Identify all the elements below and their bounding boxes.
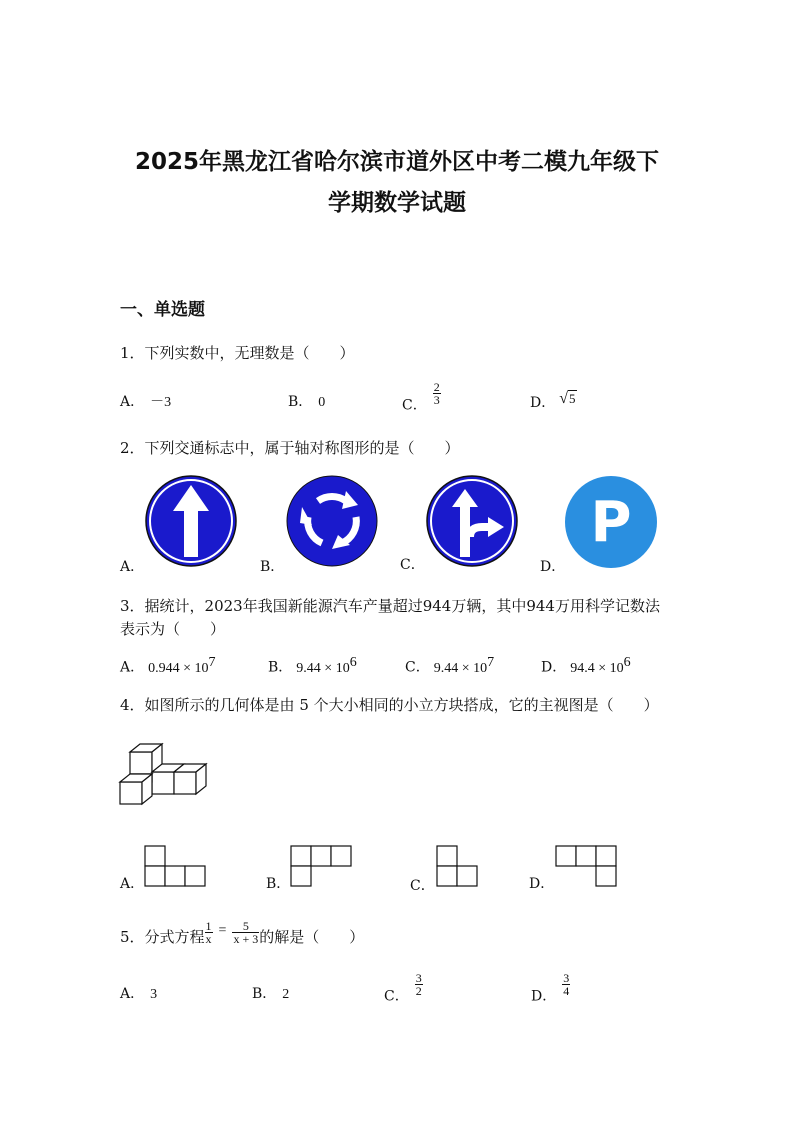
option-label: B．: [288, 394, 313, 410]
q1-option-c: [402, 381, 441, 415]
q4-option-c-label: C．: [410, 878, 435, 894]
option-coefficient: 9.44 × 10: [296, 660, 350, 676]
q5-option-d: [531, 972, 570, 1006]
straight-or-right-sign-icon: [424, 475, 520, 567]
option-label: A．: [120, 659, 145, 676]
q2-option-c-label: C．: [400, 557, 425, 573]
eq-left-fraction: [205, 920, 213, 945]
sqrt-expression: [559, 390, 576, 408]
fraction-denominator: x: [205, 932, 212, 946]
q3-option-a: [120, 655, 216, 677]
fraction-numerator: 2: [433, 380, 440, 394]
option-coefficient: 0.944 × 10: [148, 660, 209, 676]
q3-option-b: [268, 655, 357, 677]
option-coefficient: 9.44 × 10: [433, 660, 488, 676]
question-2-stem: 2．下列交通标志中，属于轴对称图形的是（ ）: [120, 439, 460, 457]
fraction-denominator: 3: [433, 393, 440, 407]
q5-option-b: [252, 983, 289, 1003]
q4-option-a-grid: [144, 845, 206, 887]
fraction-numerator: 3: [415, 971, 422, 985]
document-title-line2: 学期数学试题: [328, 190, 466, 216]
option-value: －3: [150, 395, 172, 410]
fraction: [415, 972, 423, 997]
option-label: B．: [252, 986, 277, 1002]
fraction: [562, 972, 570, 997]
q4-option-d-grid: [555, 845, 617, 887]
option-exponent: 6: [349, 655, 357, 670]
q4-option-b-label: B．: [266, 876, 291, 892]
fraction: [433, 381, 441, 406]
parking-sign-icon: [564, 475, 658, 569]
option-exponent: 7: [487, 655, 495, 670]
section-heading: 一、单选题: [120, 300, 205, 320]
stem-suffix: 的解是（ ）: [259, 928, 365, 946]
fraction-numerator: 1: [205, 919, 212, 933]
q4-option-d-label: D．: [529, 876, 555, 892]
q2-option-a-label: A．: [120, 559, 145, 575]
option-label: A．: [120, 394, 145, 410]
fraction-denominator: x + 3: [233, 932, 259, 946]
eq-sign: =: [218, 923, 227, 938]
option-label: C．: [402, 397, 427, 414]
option-value: 0: [318, 395, 326, 410]
q3-option-d: [541, 655, 631, 677]
fraction-denominator: 4: [563, 984, 570, 998]
option-label: D．: [530, 395, 556, 411]
fraction-numerator: 5: [232, 920, 259, 933]
option-value: 2: [282, 987, 290, 1002]
q5-option-a: [120, 983, 157, 1003]
q5-option-c: [384, 972, 423, 1006]
option-value: 3: [150, 987, 158, 1002]
option-label: A．: [120, 986, 145, 1002]
radical-sign: √: [559, 390, 569, 407]
option-exponent: 7: [208, 655, 216, 670]
option-label: D．: [531, 988, 557, 1005]
q2-option-d-label: D．: [540, 559, 566, 575]
q3-option-c: [405, 655, 494, 677]
q1-option-a: [120, 391, 171, 411]
question-3-stem-line1: 3．据统计，2023年我国新能源汽车产量超过944万辆，其中944万用科学记数法: [120, 597, 660, 615]
cube-stack-figure: [118, 742, 214, 808]
question-3-stem-line2: 表示为（ ）: [120, 620, 226, 638]
document-title-line1: 2025年黑龙江省哈尔滨市道外区中考二模九年级下: [134, 149, 659, 175]
roundabout-sign-icon: [284, 475, 380, 567]
q4-option-a-label: A．: [120, 876, 145, 892]
q2-option-b-label: B．: [260, 559, 285, 575]
q1-option-d: [530, 390, 577, 412]
straight-arrow-sign-icon: [143, 475, 239, 567]
stem-prefix: 5．分式方程: [120, 928, 205, 946]
parking-sign-letter: P: [590, 490, 632, 555]
fraction-numerator: 3: [563, 971, 570, 985]
option-label: D．: [541, 659, 567, 676]
fraction-denominator: 2: [415, 984, 422, 998]
eq-right-fraction: [232, 920, 259, 945]
option-label: C．: [384, 988, 409, 1005]
option-coefficient: 94.4 × 10: [570, 660, 624, 676]
q1-option-b: [288, 391, 325, 411]
q4-option-b-grid: [290, 845, 352, 887]
question-5-stem: [120, 920, 364, 947]
radicand: 5: [569, 391, 576, 406]
option-label: B．: [268, 659, 293, 676]
question-4-stem: 4．如图所示的几何体是由 5 个大小相同的小立方块搭成，它的主视图是（ ）: [120, 696, 659, 714]
option-exponent: 6: [623, 655, 631, 670]
question-1-stem: 1．下列实数中，无理数是（ ）: [120, 344, 355, 362]
q4-option-c-grid: [436, 845, 478, 887]
option-label: C．: [405, 659, 430, 676]
